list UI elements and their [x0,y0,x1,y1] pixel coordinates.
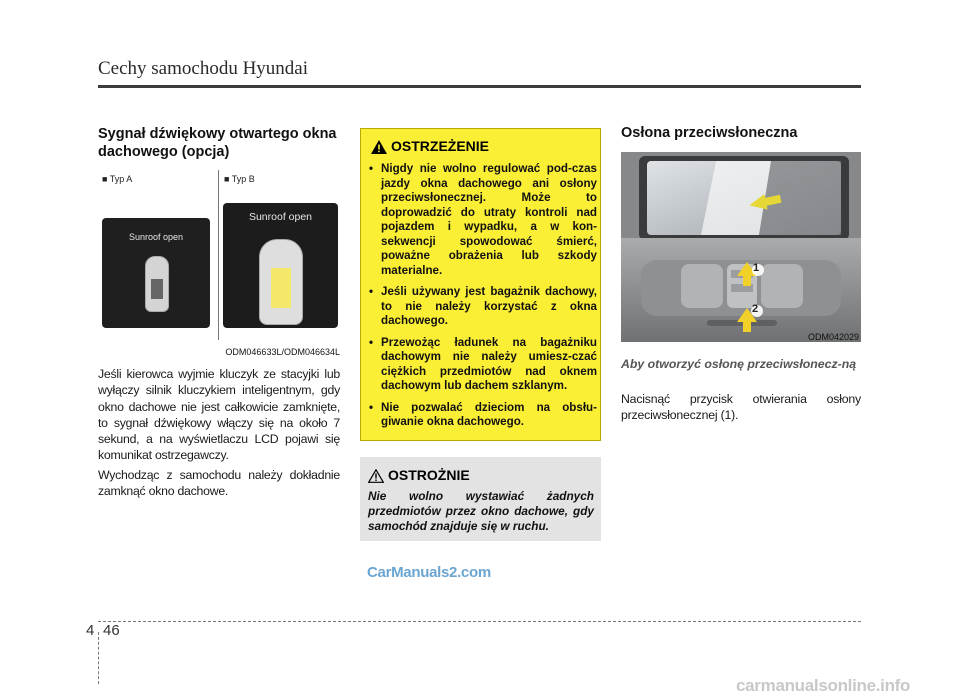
bullet: • [369,400,374,414]
caution-text: Nie wolno wystawiać żadnych przedmiotów przez okno dachowe, gdy samochód znajduje się w ruchu. [368,489,594,533]
caution-heading [368,467,470,483]
header-rule [98,85,861,88]
warning-item: • Przewożąc ładunek na bagażniku dachowym nie należy umiesz-czać ciężkich przedmiotów nad oknem dachowym lub dachem szklanym. [369,335,597,392]
figure-caption: ODM042029 [807,332,859,342]
sunshade-illustration [621,152,861,342]
section-title-sunroof-chime: Sygnał dźwiękowy otwartego okna dachowego (opcja) [98,126,337,160]
body-paragraph: Jeśli kierowca wyjmie kluczyk ze stacyjki lub wyłączy silnik kluczykiem inteligentnym, gdy okno dachowe nie jest całkowicie zamknięte, to sygnał dźwiękowy włączy się na około 7 sekund, a na wyświetlaczu LCD pojawi się komunikat ostrzegawczy. [98,367,340,463]
sunroof-indicator-icon [271,268,291,308]
lcd-message-a: Sunroof open [128,232,184,242]
car-top-view-icon [259,239,303,325]
procedure-subtitle: Aby otworzyć osłonę przeciwsłonecz-ną [621,357,857,371]
figure-divider [218,170,219,340]
warning-triangle-icon [371,140,387,154]
bullet: • [369,335,374,349]
chapter-header: Cechy samochodu Hyundai [98,58,309,79]
lcd-screen-type-a [102,218,210,328]
callout-1: 1 [753,262,760,274]
warning-box [360,128,601,441]
warning-heading [371,138,489,154]
sunroof-indicator-icon [151,279,163,299]
type-a-label: ■ Typ A [102,174,133,184]
lcd-illustration [98,168,340,344]
warning-item: • Nie pozwalać dzieciom na obsłu-giwanie okna dachowego. [369,400,597,428]
figure-caption: ODM046633L/ODM046634L [225,347,340,357]
car-top-view-icon [145,256,169,312]
lcd-screen-type-b [223,203,338,328]
page-number: 46 [103,622,120,639]
caution-title: OSTROŻNIE [388,467,470,483]
chapter-number: 4 [86,622,95,639]
caution-triangle-icon [368,469,384,483]
procedure-text: Nacisnąć przycisk otwierania osłony przeciwsłonecznej (1). [621,392,861,422]
warning-item: • Jeśli używany jest bagażnik dachowy, to nie należy korzystać z okna dachowego. [369,285,597,327]
bullet: • [369,162,374,175]
type-b-label: ■ Typ B [224,174,255,184]
warning-item: • Nigdy nie wolno regulować pod-czas jazdy okna dachowego ani osłony przeciwsłonecznej. Może to doprowadzić do utraty kontroli nad pojazdem i wypadku, a w kon-sekwencji spowodować śmierć, poważne obrażenia lub szkody materialne. [369,162,597,277]
watermark-link[interactable]: CarManuals2.com [367,564,491,581]
overhead-console-drawing [621,152,861,342]
bullet: • [369,285,374,298]
section-title-sunshade: Osłona przeciwsłoneczna [621,125,798,141]
lcd-message-b: Sunroof open [248,211,313,223]
watermark-bottom: carmanualsonline.info [736,676,911,695]
warning-list [369,162,597,437]
body-paragraph: Wychodząc z samochodu należy dokładnie zamknąć okno dachowe. [98,467,340,499]
footer-rule [98,621,861,622]
caution-box [360,457,601,541]
footer-divider [98,632,99,684]
callout-2: 2 [752,303,759,315]
section-body [98,366,340,502]
warning-title: OSTRZEŻENIE [391,138,490,154]
